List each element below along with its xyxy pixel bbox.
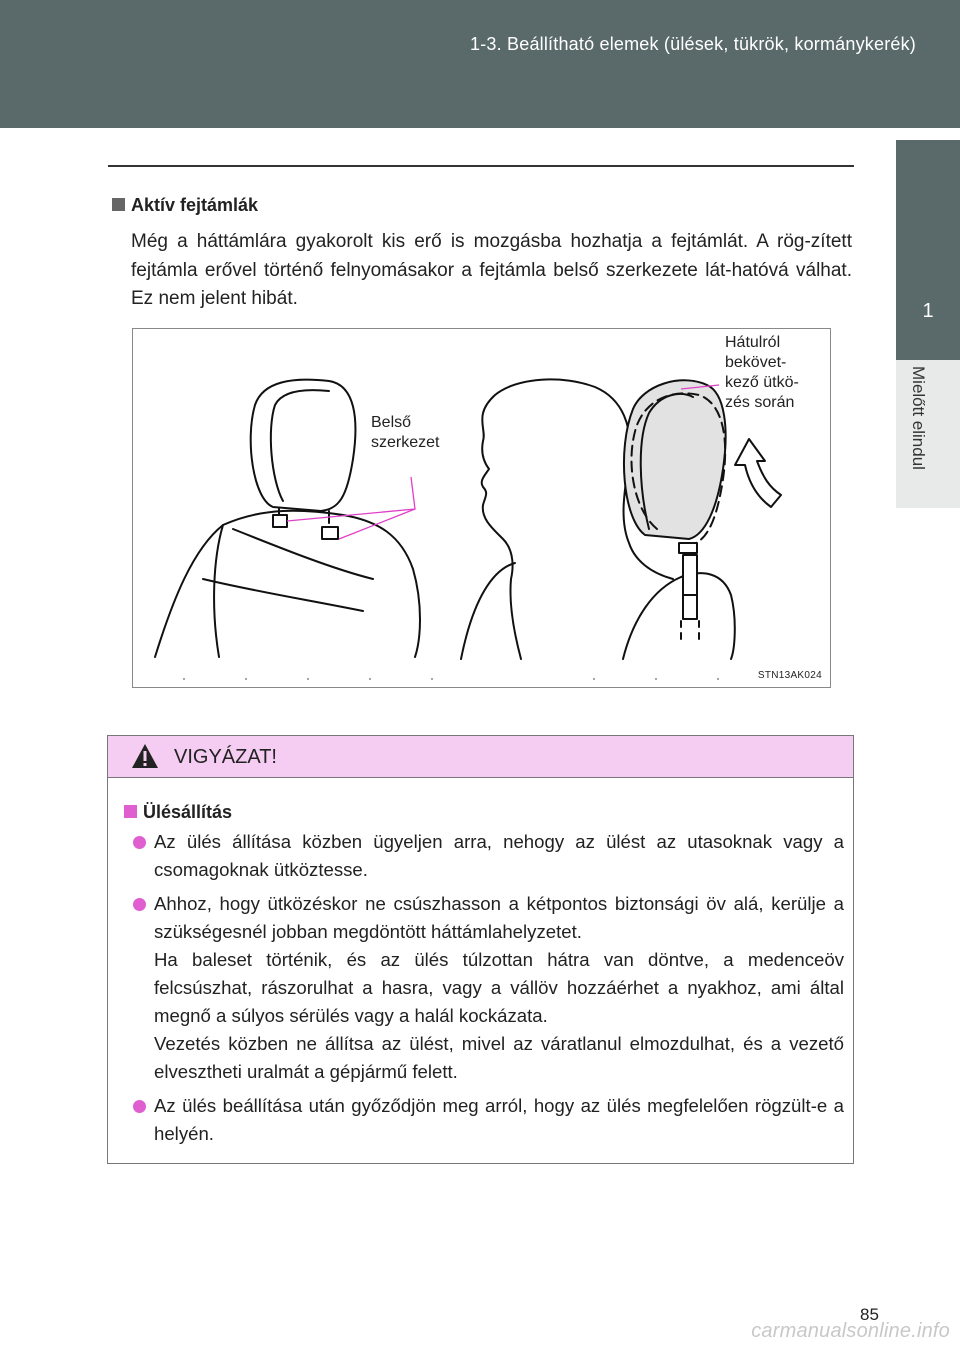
square-bullet-icon: [112, 198, 125, 211]
bullet-dot-icon: [133, 1100, 146, 1113]
warning-title: VIGYÁZAT!: [174, 746, 277, 768]
section-paragraph: Még a háttámlára gyakorolt kis erő is mozgásba hozhatja a fejtámlát. A rög-zített fejtámla erővel történő felnyomásakor a fejtámla belső szerkezete lát-hatóvá válhat. Ez nem jelent hibát.: [131, 231, 852, 309]
figure-code: STN13AK024: [757, 670, 822, 681]
warning-bullet-continuation: Ha baleset történik, és az ülés túlzottan hátra van döntve, a medenceöv felcsúszhat, rászorulhat a hasra, vagy a vállöv hozzáérhet a nyakhoz, ami által megnő a súlyos sérülés vagy a halál kockázata.: [154, 949, 844, 1026]
warning-header: [108, 736, 853, 778]
section-rule: [108, 165, 854, 167]
section-heading: [112, 195, 258, 216]
headrest-figure: [132, 328, 831, 688]
chapter-title: 1-3. Beállítható elemek (ülések, tükrök, kormánykerék): [470, 34, 916, 54]
chapter-label-strip: [896, 360, 960, 508]
watermark: carmanualsonline.info: [751, 1320, 950, 1342]
bullet-dot-icon: [133, 898, 146, 911]
inner-structure-label: Belső szerkezet: [371, 414, 440, 451]
warning-bullet: Ahhoz, hogy ütközéskor ne csúszhasson a kétpontos biztonsági öv alá, kerülje a szükségesnél jobban megdöntött háttámlahelyzetet.: [154, 890, 844, 946]
chapter-tab: [896, 140, 960, 360]
warning-box: [107, 735, 854, 1164]
chapter-number: 1: [922, 300, 934, 322]
chapter-label: Mielőtt elindul: [909, 366, 928, 470]
rear-collision-label: Hátulról bekövet- kező ütkö- zés során: [725, 334, 799, 411]
warning-bullet: Az ülés beállítása után győződjön meg arról, hogy az ülés megfelelően rögzült-e a helyén.: [154, 1092, 844, 1148]
warning-triangle-icon: [130, 742, 160, 770]
page-header: [0, 0, 960, 128]
warning-bullet: Az ülés állítása közben ügyeljen arra, nehogy az ülést az utasoknak vagy a csomagoknak ütköztesse.: [154, 828, 844, 884]
page-number: 85: [860, 1305, 879, 1324]
bullet-dot-icon: [133, 836, 146, 849]
warning-bullet-continuation: Vezetés közben ne állítsa az ülést, mivel az váratlanul elmozdulhat, és a vezető elvesztheti uralmát a gépjármű felett.: [154, 1033, 844, 1082]
section-heading-text: Aktív fejtámlák: [131, 195, 259, 215]
square-bullet-icon: [124, 805, 137, 818]
warning-subheading: Ülésállítás: [124, 802, 232, 823]
